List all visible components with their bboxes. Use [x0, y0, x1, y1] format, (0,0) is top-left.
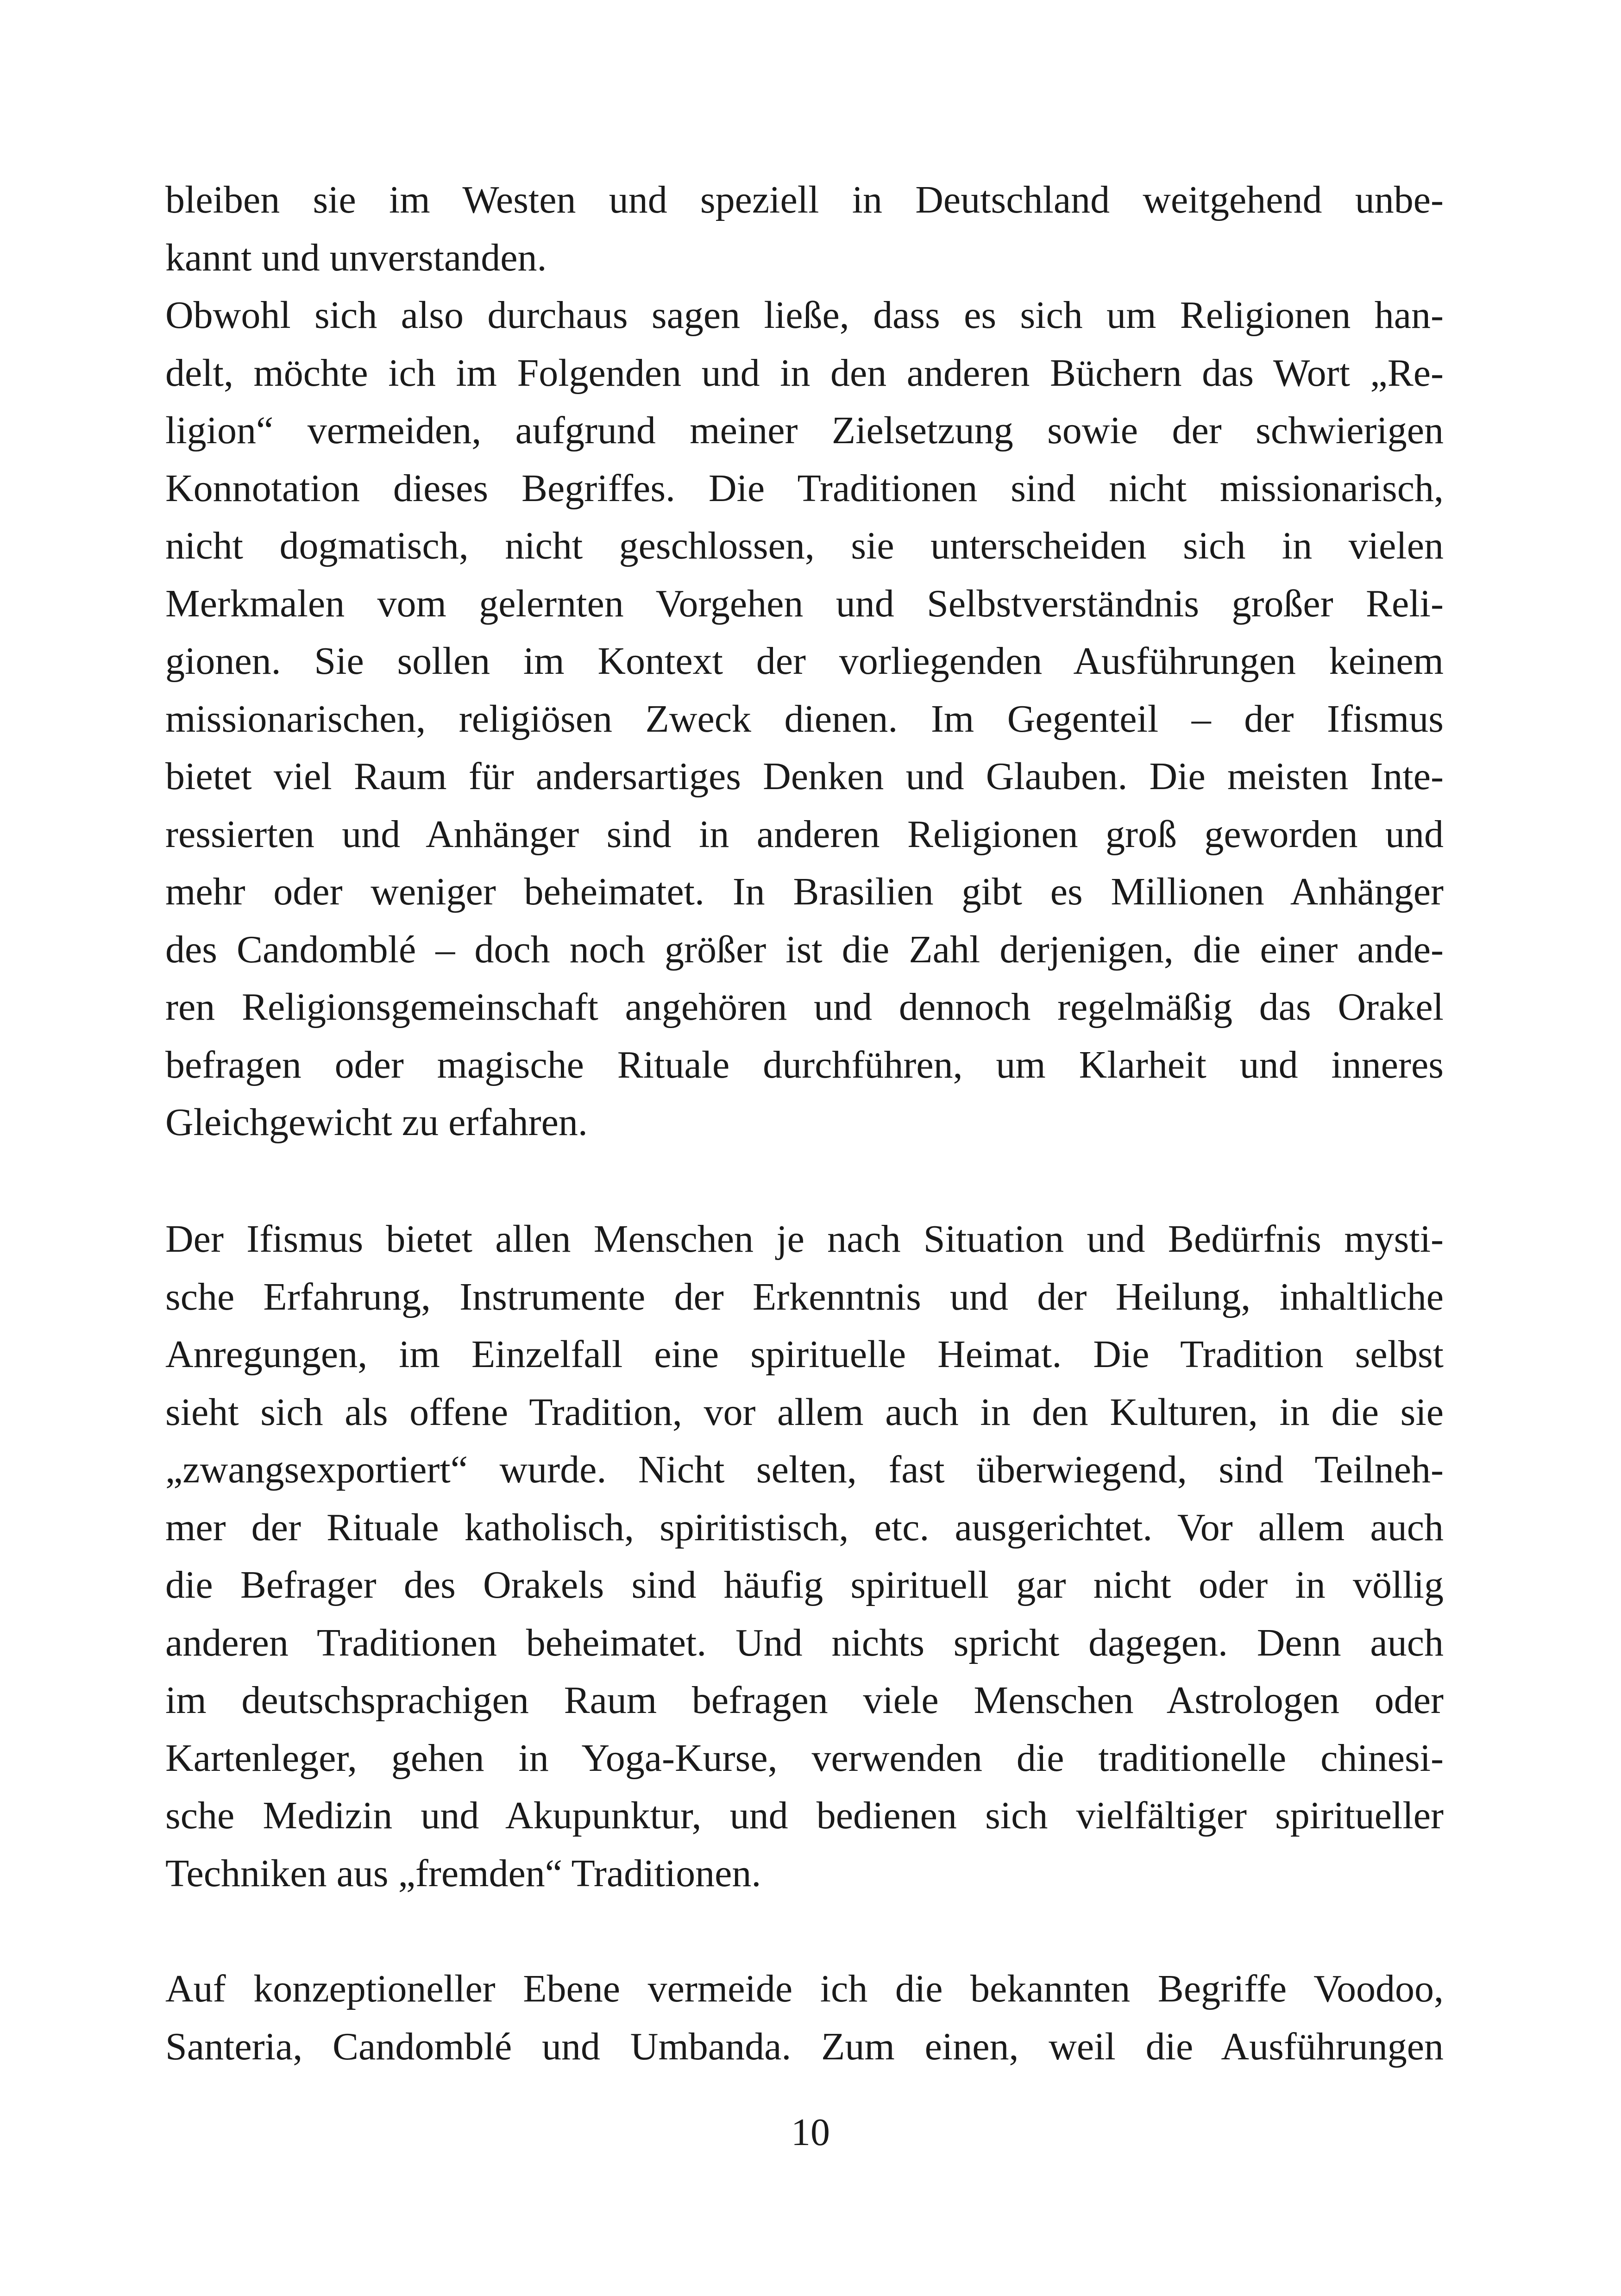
text-line: missionarischen, religiösen Zweck dienen. Im Gegenteil – der Ifismus	[165, 697, 1444, 740]
text-line: Santeria, Candomblé und Umbanda. Zum einen, weil die Ausführungen	[165, 2025, 1444, 2068]
text-line: sieht sich als offene Tradition, vor allem auch in den Kulturen, in die sie	[165, 1390, 1444, 1434]
text-line: sche Erfahrung, Instrumente der Erkenntnis und der Heilung, inhaltliche	[165, 1275, 1444, 1318]
text-line: bietet viel Raum für andersartiges Denken und Glauben. Die meisten Inte-	[165, 755, 1444, 798]
paragraph-3	[165, 1211, 1444, 1902]
text-line: anderen Traditionen beheimatet. Und nichts spricht dagegen. Denn auch	[165, 1621, 1444, 1664]
text-line: ligion“ vermeiden, aufgrund meiner Zielsetzung sowie der schwierigen	[165, 409, 1444, 452]
text-line: Kartenleger, gehen in Yoga-Kurse, verwenden die traditionelle chinesi-	[165, 1736, 1444, 1780]
paragraph-4	[165, 1960, 1444, 2076]
text-line: im deutschsprachigen Raum befragen viele Menschen Astrologen oder	[165, 1679, 1444, 1722]
text-line: befragen oder magische Rituale durchführen, um Klarheit und inneres	[165, 1043, 1444, 1086]
text-line: Techniken aus „fremden“ Traditionen.	[165, 1851, 761, 1895]
text-line: Anregungen, im Einzelfall eine spirituelle Heimat. Die Tradition selbst	[165, 1333, 1444, 1376]
text-line: Auf konzeptioneller Ebene vermeide ich die bekannten Begriffe Voodoo,	[165, 1967, 1444, 2010]
text-line: Konnotation dieses Begriffes. Die Traditionen sind nicht missionarisch,	[165, 466, 1444, 510]
text-line: Obwohl sich also durchaus sagen ließe, dass es sich um Religionen han-	[165, 294, 1444, 337]
text-line: mehr oder weniger beheimatet. In Brasilien gibt es Millionen Anhänger	[165, 870, 1444, 913]
text-line: nicht dogmatisch, nicht geschlossen, sie unterscheiden sich in vielen	[165, 524, 1444, 567]
text-line: gionen. Sie sollen im Kontext der vorliegenden Ausführungen keinem	[165, 640, 1444, 683]
text-line: kannt und unverstanden.	[165, 236, 547, 279]
text-line: die Befrager des Orakels sind häufig spirituell gar nicht oder in völlig	[165, 1563, 1444, 1606]
text-line: des Candomblé – doch noch größer ist die Zahl derjenigen, die einer ande-	[165, 928, 1444, 971]
text-line: ressierten und Anhänger sind in anderen Religionen groß geworden und	[165, 812, 1444, 856]
text-line: sche Medizin und Akupunktur, und bedienen sich vielfältiger spiritueller	[165, 1794, 1444, 1837]
paragraph-1	[165, 171, 1444, 287]
text-line: delt, möchte ich im Folgenden und in den anderen Büchern das Wort „Re-	[165, 351, 1444, 395]
page-number: 10	[791, 2111, 830, 2154]
text-line: bleiben sie im Westen und speziell in Deutschland weitgehend unbe-	[165, 178, 1444, 221]
text-line: Merkmalen vom gelernten Vorgehen und Selbstverständnis großer Reli-	[165, 582, 1444, 625]
text-line: Gleichgewicht zu erfahren.	[165, 1101, 588, 1144]
paragraph-2	[165, 287, 1444, 1152]
text-line: Der Ifismus bietet allen Menschen je nach Situation und Bedürfnis mysti-	[165, 1217, 1444, 1261]
text-line: ren Religionsgemeinschaft angehören und dennoch regelmäßig das Orakel	[165, 985, 1444, 1029]
text-line: mer der Rituale katholisch, spiritistisch, etc. ausgerichtet. Vor allem auch	[165, 1506, 1444, 1549]
text-line: „zwangsexportiert“ wurde. Nicht selten, fast überwiegend, sind Teilneh-	[165, 1448, 1444, 1491]
